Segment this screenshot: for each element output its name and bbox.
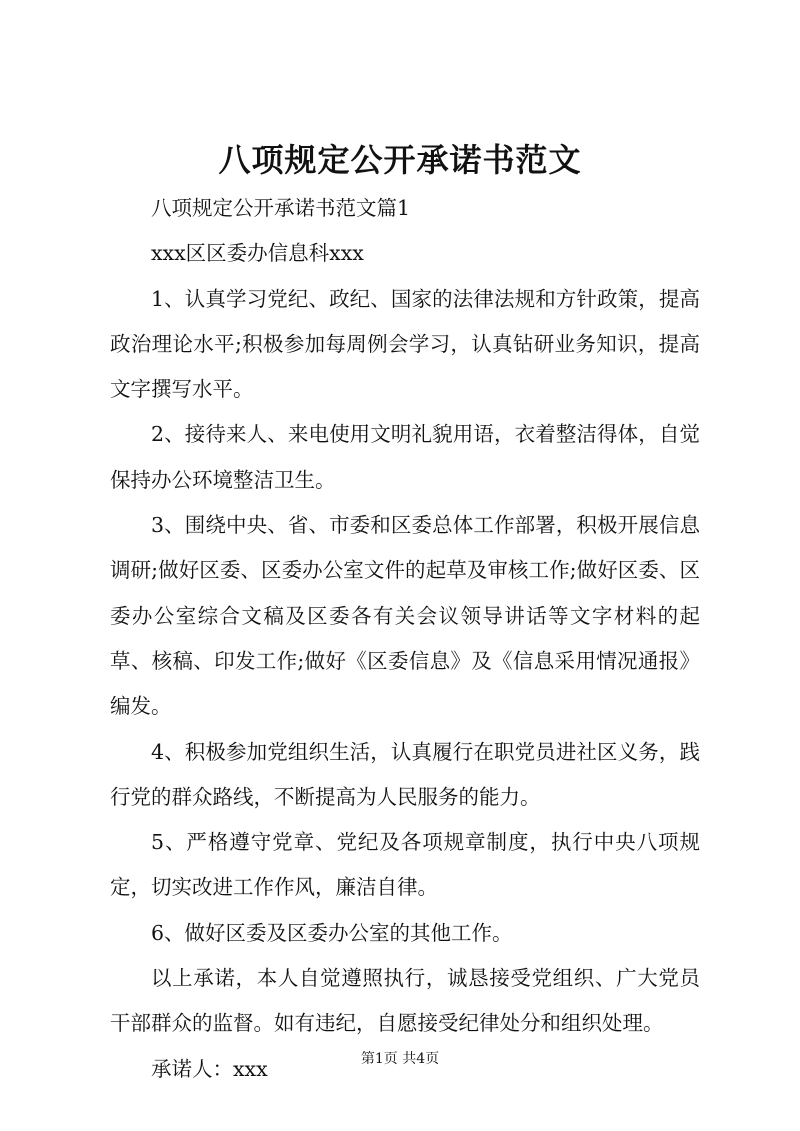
commitment-item-4: 4、积极参加党组织生活，认真履行在职党员进社区义务，践行党的群众路线，不断提高为人民服务的能力。 [110,739,700,809]
commitment-item-6: 6、做好区委及区委办公室的其他工作。 [151,920,513,945]
page-footer [0,1049,800,1069]
document-title: 八项规定公开承诺书范文 [218,141,582,179]
section-heading: 八项规定公开承诺书范文篇1 [151,196,411,220]
page-number: 第1页 共4页 [360,1051,440,1067]
commitment-item-2: 2、接待来人、来电使用文明礼貌用语，衣着整洁得体，自觉保持办公环境整洁卫生。 [110,422,700,492]
commitment-item-1: 1、认真学习党纪、政纪、国家的法律法规和方针政策，提高政治理论水平;积极参加每周例会学习，认真钻研业务知识，提高文字撰写水平。 [110,286,700,402]
author-line: xxx区区委办信息科xxx [151,241,364,266]
commitment-item-3: 3、围绕中央、省、市委和区委总体工作部署，积极开展信息调研;做好区委、区委办公室文件的起草及审核工作;做好区委、区委办公室综合文稿及区委各有关会议领导讲话等文字材料的起草、核稿、印发工作;做好《区委信息》及《信息采用情况通报》编发。 [110,513,700,719]
commitment-item-5: 5、严格遵守党章、党纪及各项规章制度，执行中央八项规定，切实改进工作作风，廉洁自律。 [110,830,700,900]
closing-statement: 以上承诺，本人自觉遵照执行，诚恳接受党组织、广大党员干部群众的监督。如有违纪，自愿接受纪律处分和组织处理。 [110,966,700,1036]
signature-line: 承诺人：xxx [151,1056,268,1081]
document-body [110,186,700,1092]
